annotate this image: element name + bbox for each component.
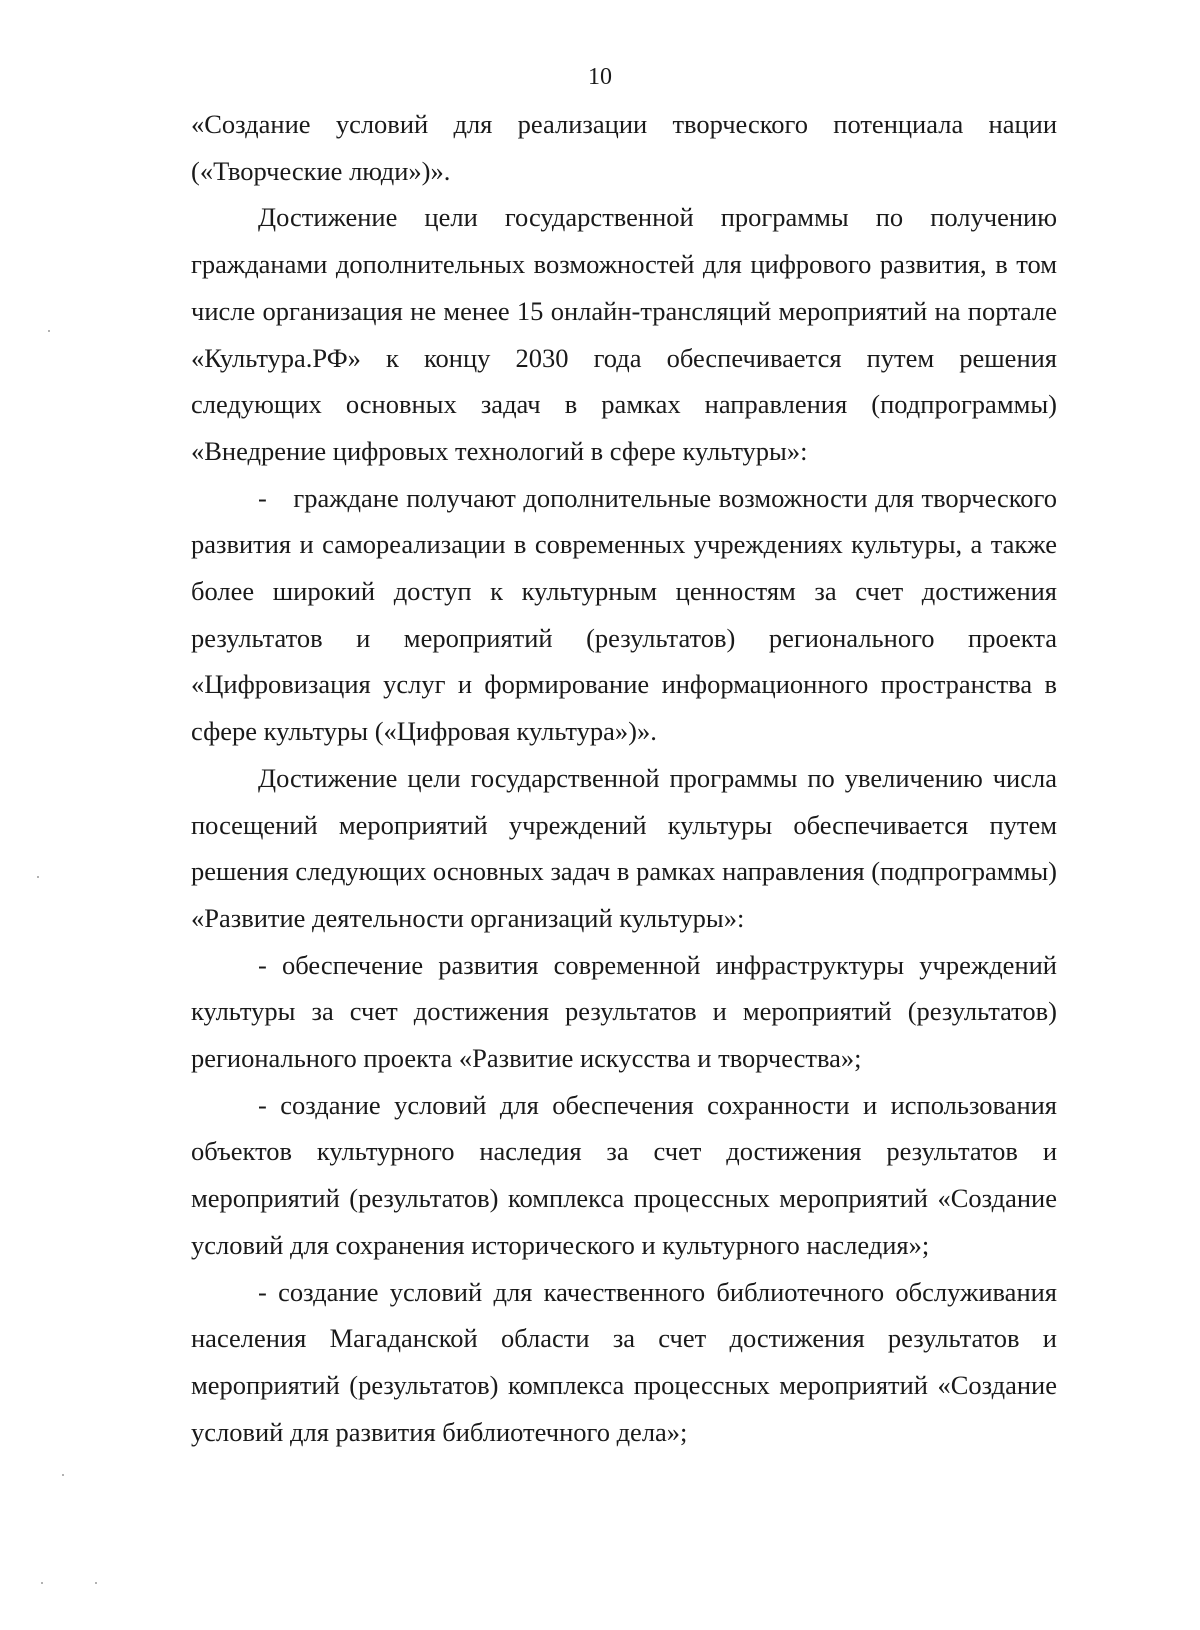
scan-speck	[95, 1582, 97, 1584]
paragraph-4: Достижение цели государственной программы по увеличению числа посещений мероприятий учреждений культуры обеспечивается путем решения следующих основных задач в рамках направления (подпрограммы) «Развитие деятельности организаций культуры»:	[191, 762, 1057, 933]
scan-speck	[41, 1582, 43, 1584]
paragraph-3-list-item: - граждане получают дополнительные возможности для творческого развития и самореализации в современных учреждениях культуры, а также более широкий доступ к культурным ценностям за счет достижения результатов и мероприятий (результатов) регионального проекта «Цифровизация услуг и формирование информационного пространства в сфере культуры («Цифровая культура»)».	[191, 482, 1057, 747]
paragraph-1: «Создание условий для реализации творческого потенциала нации («Творческие люди»)».	[191, 109, 1057, 186]
paragraph-6-list-item: - создание условий для обеспечения сохранности и использования объектов культурного наследия за счет достижения результатов и мероприятий (результатов) комплекса процессных мероприятий «Создание условий для сохранения исторического и культурного наследия»;	[191, 1089, 1057, 1260]
scan-speck	[62, 1474, 64, 1476]
page-number: 10	[588, 64, 612, 90]
paragraph-2: Достижение цели государственной программы по получению гражданами дополнительных возможностей для цифрового развития, в том числе организация не менее 15 онлайн-трансляций мероприятий на портале «Культура.РФ» к концу 2030 года обеспечивается путем решения следующих основных задач в рамках направления (подпрограммы) «Внедрение цифровых технологий в сфере культуры»:	[191, 202, 1057, 466]
scan-speck	[48, 330, 50, 332]
document-body	[191, 101, 1057, 1455]
paragraph-7-list-item: - создание условий для качественного библиотечного обслуживания населения Магаданской области за счет достижения результатов и мероприятий (результатов) комплекса процессных мероприятий «Создание условий для развития библиотечного дела»;	[191, 1276, 1057, 1447]
paragraph-5-list-item: - обеспечение развития современной инфраструктуры учреждений культуры за счет достижения результатов и мероприятий (результатов) регионального проекта «Развитие искусства и творчества»;	[191, 949, 1057, 1074]
scan-speck	[37, 876, 39, 878]
